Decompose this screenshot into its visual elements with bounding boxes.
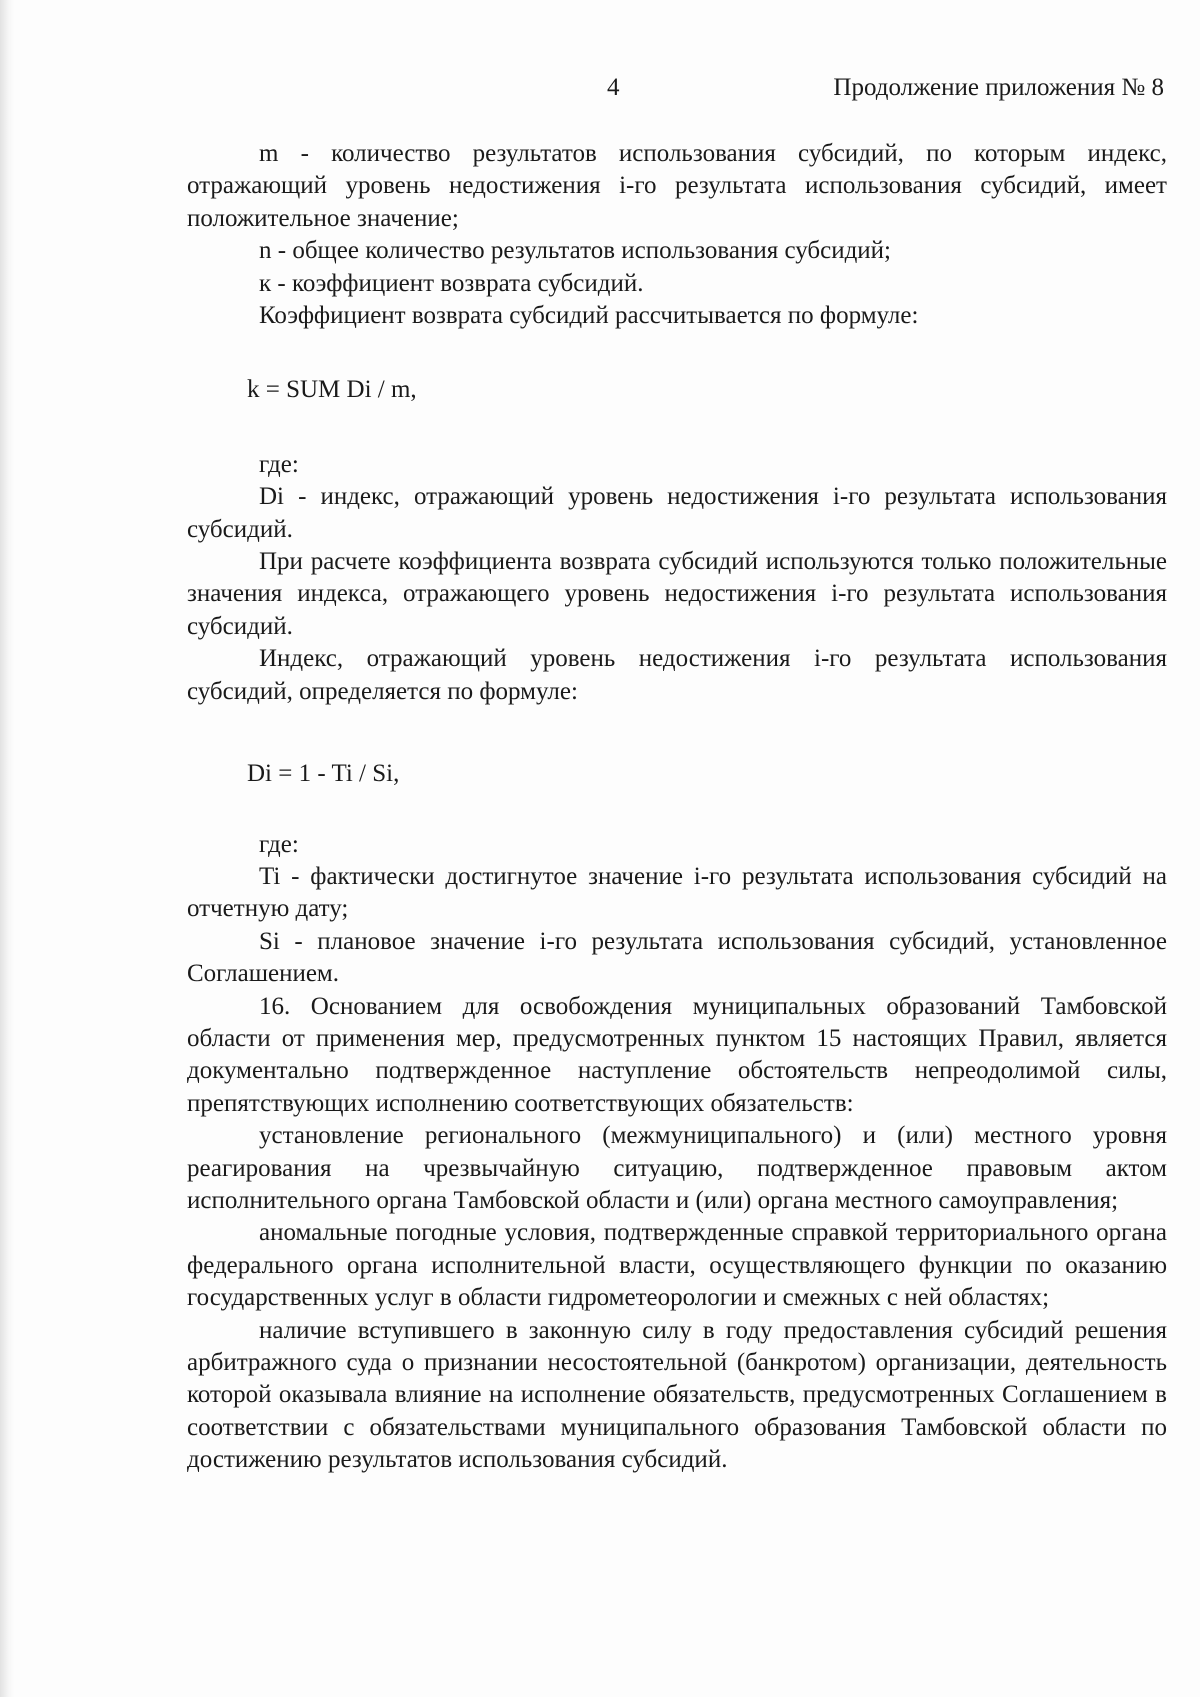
where-label-2: где: bbox=[259, 830, 299, 858]
paragraph-positive-values: При расчете коэффициента возврата субсидий используются только положительные значения индекса, отражающего уровень недостижения i-го результата использования субсидий. bbox=[187, 548, 1167, 640]
page-number: 4 bbox=[607, 74, 620, 101]
paragraph-di-definition: Di - индекс, отражающий уровень недостижения i-го результата использования субсидий. bbox=[187, 483, 1167, 543]
paragraph-di-formula-intro: Индекс, отражающий уровень недостижения i-го результата использования субсидий, определяется по формуле: bbox=[187, 645, 1167, 705]
paragraph-clause-16: 16. Основанием для освобождения муниципальных образований Тамбовской области от применения мер, предусмотренных пунктом 15 настоящих Правил, является документально подтвержденное наступление обстоятельств непреодолимой силы, препятствующих исполнению соответствующих обязательств: bbox=[187, 992, 1167, 1117]
paragraph-emergency-level: установление регионального (межмуниципального) и (или) местного уровня реагирования на чрезвычайную ситуацию, подтвержденное правовым актом исполнительного органа Тамбовской области и (или) органа местного самоуправления; bbox=[187, 1122, 1167, 1214]
formula-k: k = SUM Di / m, bbox=[247, 376, 417, 404]
paragraph-k-definition: к - коэффициент возврата субсидий. bbox=[259, 269, 644, 297]
scan-edge bbox=[0, 0, 14, 1697]
paragraph-weather-conditions: аномальные погодные условия, подтвержденные справкой территориального органа федерального органа исполнительной власти, осуществляющего функции по оказанию государственных услуг в области гидрометеорологии и смежных с ней областях; bbox=[187, 1219, 1167, 1312]
document-body bbox=[187, 138, 1167, 1477]
paragraph-arbitration-decision: наличие вступившего в законную силу в году предоставления субсидий решения арбитражного суда о признании несостоятельной (банкротом) организации, деятельность которой оказывала влияние на исполнение обязательств, предусмотренных Соглашением в соответствии с обязательствами муниципального образования Тамбовской области по достижению результатов использования субсидий. bbox=[187, 1316, 1167, 1474]
paragraph-k-formula-intro: Коэффициент возврата субсидий рассчитывается по формуле: bbox=[259, 302, 919, 330]
page-header bbox=[0, 74, 1200, 114]
paragraph-n-definition: n - общее количество результатов использования субсидий; bbox=[259, 237, 892, 265]
where-label-1: где: bbox=[259, 450, 299, 478]
paragraph-si-definition: Si - плановое значение i-го результата использования субсидий, установленное Соглашением. bbox=[187, 927, 1167, 988]
paragraph-m-definition: m - количество результатов использования субсидий, по которым индекс, отражающий уровень недостижения i-го результата использования субсидий, имеет положительное значение; bbox=[187, 140, 1167, 232]
formula-di: Di = 1 - Ti / Si, bbox=[247, 760, 400, 788]
appendix-continuation-note: Продолжение приложения № 8 bbox=[833, 74, 1164, 101]
paragraph-ti-definition: Ti - фактически достигнутое значение i-го результата использования субсидий на отчетную дату; bbox=[187, 862, 1167, 923]
